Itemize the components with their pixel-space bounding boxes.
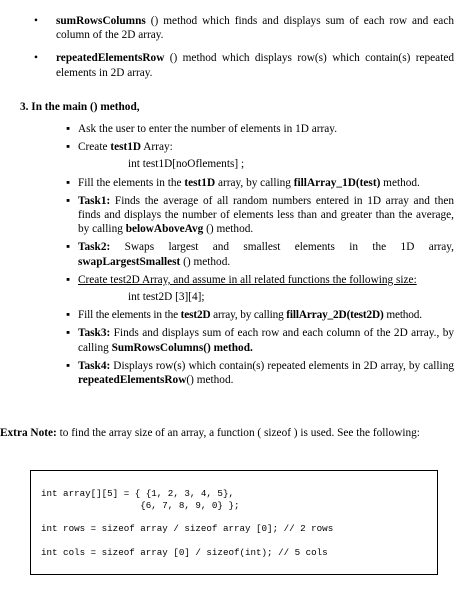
item-create-test1d: ▪ Create test1D Array: — [66, 141, 173, 154]
square-bullet: ▪ — [66, 141, 71, 154]
code-line-2: {6, 7, 8, 9, 0} }; — [41, 500, 240, 511]
square-bullet: ▪ — [66, 176, 71, 189]
code-line-1: int array[][5] = { {1, 2, 3, 4, 5}, — [41, 488, 234, 499]
extra-note: Extra Note: to find the array size of an array, a function ( sizeof ) is used. See the following: — [0, 427, 420, 439]
round-bullet: • — [34, 15, 38, 27]
item-fill-test2d: ▪ Fill the elements in the test2D array, by calling fillArray_2D(test2D) method. — [66, 309, 422, 322]
section3-list — [66, 122, 454, 387]
code-box — [30, 470, 438, 575]
code-line-4: int cols = sizeof array [0] / sizeof(int); // 5 cols — [41, 547, 328, 558]
square-bullet: ▪ — [66, 194, 71, 207]
item-task2: ▪ Task2: Swaps largest and smallest elements in the 1D array, swapLargestSmallest () method. — [66, 241, 454, 268]
code-test2d: int test2D [3][4]; — [128, 291, 205, 304]
item-create-test2d: ▪ Create test2D Array, and assume in all related functions the following size: — [66, 273, 417, 286]
item-ask: ▪ Ask the user to enter the number of elements in 1D array. — [66, 123, 338, 135]
bullet-repeatedelementsrow: • repeatedElementsRow () method which displays row(s) which contain(s) repeated elements in 2D array. — [34, 52, 454, 79]
item-task4: ▪ Task4: Displays row(s) which contain(s) repeated elements in 2D array, by calling repeatedElementsRow() method. — [66, 359, 454, 387]
square-bullet: ▪ — [66, 309, 71, 322]
square-bullet: ▪ — [66, 123, 71, 135]
code-line-3: int rows = sizeof array / sizeof array [0]; // 2 rows — [41, 523, 334, 534]
square-bullet: ▪ — [66, 327, 71, 340]
section3-heading: 3. In the main () method, — [20, 101, 140, 113]
item-fill-test1d: ▪ Fill the elements in the test1D array, by calling fillArray_1D(test) method. — [66, 176, 420, 189]
code-test1d: int test1D[noOflements] ; — [128, 158, 245, 171]
square-bullet: ▪ — [66, 241, 71, 254]
square-bullet: ▪ — [66, 359, 71, 372]
round-bullet: • — [34, 52, 38, 65]
top-bullets — [34, 14, 454, 80]
item-task1: ▪ Task1: Finds the average of all random numbers entered in 1D array and then finds and displays the number of elements less than and greater than the average, by calling belowAboveAvg () method. — [66, 194, 454, 236]
bullet-sumrowscolumns: • sumRowsColumns () method which finds and displays sum of each row and each column of the 2D array. — [34, 15, 454, 42]
item-task3: ▪ Task3: Finds and displays sum of each row and each column of the 2D array., by calling SumRowsColumns() method. — [66, 327, 454, 354]
square-bullet: ▪ — [66, 273, 71, 286]
